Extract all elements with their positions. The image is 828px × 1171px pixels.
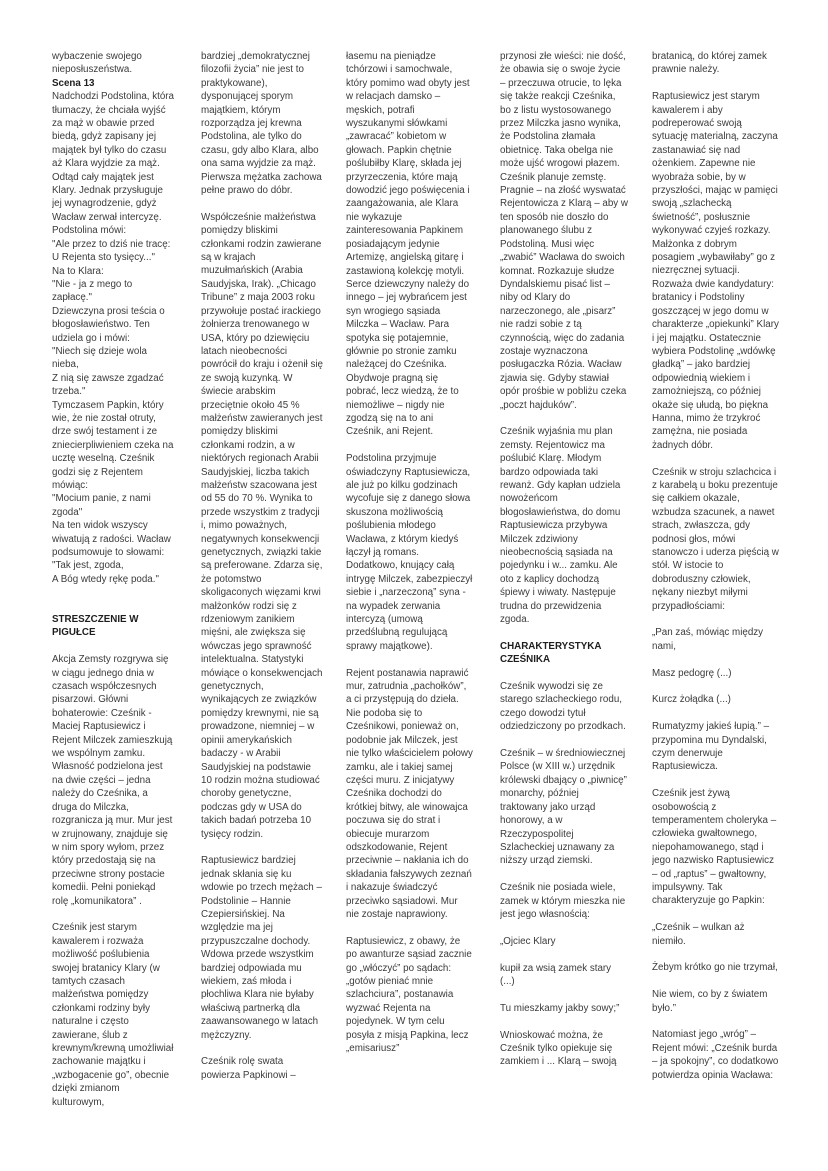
paragraph: Natomiast jego „wróg” – Rejent mówi: „Cześnik burda – ja spokojny”, co dodatkowo potwierdza opinia Wacława: <box>652 1029 779 1081</box>
paragraph: Wnioskować można, że Cześnik tylko opiekuje się zamkiem i ... Klarą – swoją <box>500 1029 617 1068</box>
paragraph: Na ten widok wszyscy wiwatują z radości. Wacław podsumowuje to słowami: <box>52 520 171 559</box>
quote: Rumatyzmy jakieś łupią.” – przypomina mu Dyndalski, czym denerwuje Raptusiewicza. <box>652 721 770 773</box>
quote: „Cześnik – wulkan aż niemiło. <box>652 922 745 947</box>
paragraph: Raptusiewicz bardziej jednak skłania się ku wdowie po trzech mężach – Podstolinie – Hannie Czepiersińskiej. Na względzie ma jej przypuszczalne dochody. Wdowa przede wszystkim bardziej odpowiada mu wiekiem, zaś młoda i płochliwa Klara nie byłaby właściwą partnerką dla zaawansowanego w latach mężczyzny. <box>201 855 322 1041</box>
paragraph: Nadchodzi Podstolina, która tłumaczy, że chciała wyjść za mąż w obawie przed biedą, gdyż zapisany jej majątek był tylko do czasu aż Klara wyjdzie za mąż. Odtąd cały majątek jest Klary. Jednak przysługuje jej wynagrodzenie, gdyż Wacław zerwał intercyzę. Podstolina mówi: <box>52 91 174 237</box>
quote: Masz pedogrę (...) <box>652 667 732 679</box>
paragraph: Rejent postanawia naprawić mur, zatrudnia „pachołków”, a ci przystępują do dzieła. Nie podoba się to Cześnikowi, ponieważ on, podobnie jak Milczek, jest nie tylko właścicielem połowy zamku, ale i takiej samej części muru. Z inicjatywy Cześnika dochodzi do krótkiej bitwy, ale winowajca poczuwa się do strat i obiecuje murarzom odszkodowanie, Rejent przeciwnie – nakłania ich do składania fałszywych zeznań i nakazuje świadczyć przeciwko sąsiadowi. Mur nie zostaje naprawiony. <box>346 667 473 920</box>
paragraph: Cześnik w stroju szlachcica i z karabelą u boku prezentuje się całkiem okazale, wzbudza szacunek, a nawet strach, zwłaszcza, gdy podnosi głos, mówi stanowczo i uderza pięścią w stół. W istocie to dobroduszny człowiek, nękany niezbyt miłymi przypadłościami: <box>652 466 779 612</box>
paragraph: Dziewczyna prosi teścia o błogosławieństwo. Ten udziela go i mówi: <box>52 305 165 344</box>
column-1 <box>52 50 174 1150</box>
column-2 <box>201 50 324 1150</box>
paragraph: bardziej „demokratycznej filozofii życia” nie jest to praktykowane), dysponującej sporym majątkiem, którym rozporządza jej krewna Podstolina, ale tylko do czasu, gdy albo Klara, albo ona sama wyjdzie za mąż. Pierwsza mężatka zachowa pełne prawo do dóbr. <box>201 51 322 197</box>
quote: „Ojciec Klary <box>500 935 556 947</box>
paragraph: Współcześnie małżeństwa pomiędzy bliskimi członkami rodzin zawierane są w krajach muzułmańskich (Arabia Saudyjska, Irak). „Chicago Tribune” z maja 2003 roku przywołuje postać irackiego żołnierza trenowanego w USA, który po dziewięciu latach nieobecności powrócił do kraju i ożenił się ze swoją kuzynką. W świecie arabskim przeciętnie około 45 % małżeństw zawieranych jest pomiędzy bliskimi członkami rodzin, a w niektórych regionach Arabii Saudyjskiej, liczba takich małżeństw szacowana jest od 55 do 70 %. Wynika to przede wszystkim z tradycji i, mimo poważnych, negatywnych konsekwencji genetycznych, związki takie są preferowane. Zdarza się, że potomstwo skoligaconych więzami krwi małżonków rodzi się z rdzeniowym zanikiem mięśni, ale zwiększa się wówczas jego sprawność intelektualna. Statystyki mówiące o konsekwencjach genetycznych, wynikających ze związków pomiędzy krewnymi, nie są prowadzone, niemniej – w opinii amerykańskich badaczy - w Arabii Saudyjskiej na podstawie 10 rodzin można studiować choroby genetyczne, podczas gdy w USA do takich badań potrzeba 10 tysięcy rodzin. <box>201 211 323 840</box>
paragraph: Cześnik rolę swata powierza Papkinowi – <box>201 1056 296 1081</box>
paragraph: Cześnik nie posiada wiele, zamek w którym mieszka nie jest jego własnością: <box>500 882 626 920</box>
paragraph: Tymczasem Papkin, który wie, że nie został otruty, drze swój testament i ze zniecierpliwieniem czeka na ucztę weselną. Cześnik godzi się z Rejentem mówiąc: <box>52 399 174 491</box>
paragraph: Cześnik wywodzi się ze starego szlacheckiego rodu, czego dowodzi tytuł odziedziczony po przodkach. <box>500 681 626 733</box>
column-3 <box>346 50 473 1150</box>
quote: "Tak jest, zgoda, <box>52 560 124 572</box>
quote: „Pan zaś, mówiąc między nami, <box>652 627 764 652</box>
quote: Tu mieszkamy jakby sowy;” <box>500 1002 620 1014</box>
paragraph: bratanicą, do której zamek prawnie należy. <box>652 51 767 76</box>
quote: Żebym krótko go nie trzymał, <box>652 962 778 974</box>
paragraph: przynosi złe wieści: nie dość, że obawia się o swoje życie – przeczuwa otrucie, to lęka się także reakcji Cześnika, bo z listu wystosowanego przez Milczka jasno wynika, że Podstolina złamała obietnicę. Taka obelga nie może ujść wrogowi płazem. Cześnik planuje zemstę. Pragnie – na złość wyswatać Rejentowicza z Klarą – aby w ten sposób nie doszło do planowanego ślubu z Podstoliną. Musi więc „zwabić” Wacława do swoich komnat. Rozkazuje słudze Dyndalskiemu pisać list – niby od Klary do narzeczonego, ale „pisarz” nie radzi sobie z tą czynnością, więc do zadania zostaje wyznaczona posługaczka Rózia. Wacław zjawia się. Gdyby stawiał opór prośbie w pobliżu czeka „poczt hajduków”. <box>500 51 628 411</box>
paragraph: Cześnik jest starym kawalerem i rozważa możliwość poślubienia swojej bratanicy Klary (w tamtych czasach małżeństwa pomiędzy członkami rodziny były naturalne i często zawierane, ślub z krewnym/krewną umożliwiał zachowanie majątku i „wzbogacenie go”, obecnie dzięki zmianom kulturowym, <box>52 922 174 1108</box>
quote: "Mocium panie, z nami zgoda" <box>52 493 151 518</box>
paragraph: łasemu na pieniądze tchórzowi i samochwale, który pomimo wad obyty jest w relacjach damsko – męskich, potrafi wyszukanymi słówkami „zawracać” kobietom w głowach. Papkin chętnie poślubiłby Klarę, składa jej przyrzeczenia, które mają dowodzić jego poświęcenia i zaangażowania, ale Klara nie wykazuje zainteresowania Papkinem posiadającym jedynie Artemizę, angielską gitarę i zastawioną kolekcję motyli. Serce dziewczyny należy do innego – jej wybrańcem jest syn wrogiego sąsiada Milczka – Wacław. Para spotyka się potajemnie, głównie po stronie zamku należącej do Cześnika. Obydwoje pragną się pobrać, lecz wiedzą, że to niemożliwe – nigdy nie zgodzą się na to ani Cześnik, ani Rejent. <box>346 51 470 438</box>
quote: kupił za wsią zamek stary (...) <box>500 962 612 987</box>
quote: "Nie - ja z mego to zapłacę." <box>52 278 133 304</box>
paragraph: Raptusiewicz jest starym kawalerem i aby podreperować swoją sytuację materialną, zaczyna zastanawiać się nad ożenkiem. Zapewne nie wyobraża sobie, by w przyszłości, mając w pamięci swoją „szlachecką świetność”, posłusznie wykonywać czyjeś rozkazy. Małżonka z dobrym posagiem „wybawiłaby” go z niezręcznej sytuacji. Rozważa dwie kandydatury: bratanicy i Podstoliny goszczącej w jego domu w charakterze „opiekunki” Klary i jej majątku. Ostatecznie wybiera Podstolinę „wdówkę gładką” – jako bardziej odpowiednią wiekiem i zamożniejszą, co później okaże się ułudą, bo piękna Hanna, mimo że trzykroć zamężna, nie posiada żadnych dóbr. <box>652 91 779 451</box>
paragraph: Raptusiewicz, z obawy, że po awanturze sąsiad zacznie go „włóczyć” po sądach: „gotów pieniać mnie szlachciura”, postanawia wyzwać Rejenta na pojedynek. W tym celu posyła z misją Papkina, lecz „emisariusz” <box>346 935 472 1055</box>
paragraph: Podstolina przyjmuje oświadczyny Raptusiewicza, ale już po kilku godzinach wycofuje się z danego słowa skuszona możliwością poślubienia młodego Wacława, z którym kiedyś łączył ją romans. Dodatkowo, knujący całą intrygę Milczek, zabezpieczył siebie i „narzeczoną” syna - na wypadek zerwania intercyzą (umową przedślubną regulującą sprawy majątkowe). <box>346 453 473 652</box>
paragraph: Na to Klara: <box>52 265 104 277</box>
paragraph: Cześnik – w średniowiecznej Polsce (w XIII w.) urzędnik królewski dbający o „piwnicę” monarchy, później traktowany jako urząd honorowy, a w Rzeczypospolitej Szlacheckiej uznawany za niższy urząd ziemski. <box>500 748 627 867</box>
section-heading: STRESZCZENIE W PIGUŁCE <box>52 614 139 639</box>
quote: Z nią się zawsze zgadzać trzeba." <box>52 372 164 398</box>
paragraph: wybaczenie swojego nieposłuszeństwa. <box>52 51 142 76</box>
quote: Kurcz żołądka (...) <box>652 694 731 706</box>
paragraph: Cześnik wyjaśnia mu plan zemsty. Rejentowicz ma poślubić Klarę. Młodym bardzo odpowiada taki rewanż. Gdy kapłan udziela nowożeńcom błogosławieństwa, do domu Raptusiewicza przybywa Milczek zdziwiony nieobecnością sąsiada na pojedynku i w... zamku. Ale oto z kaplicy dochodzą śpiewy i wiwaty. Następuje trudna do przewidzenia zgoda. <box>500 426 621 626</box>
paragraph: Cześnik jest żywą osobowością z temperamentem choleryka – człowieka gwałtownego, niepohamowanego, stąd i jego nazwisko Raptusiewicz – od „raptus” – gwałtowny, impulsywny. Tak charakteryzuje go Papkin: <box>652 788 777 907</box>
column-5 <box>652 50 780 1150</box>
quote: Nie wiem, co by z światem było.” <box>652 989 768 1014</box>
paragraph: Akcja Zemsty rozgrywa się w ciągu jednego dnia w czasach współczesnych pisarzowi. Główni bohaterowie: Cześnik - Maciej Raptusiewicz i Rejent Milczek zamieszkują we wspólnym zamku. Własność podzielona jest na dwie części – jedna należy do Cześnika, a druga do Milczka, rozgranicza ją mur. Mur jest w zrujnowany, znajduje się w nim spory wyłom, przez który przedostają się na przeciwne strony postacie komedii. Pełni poniekąd rolę „komunikatora” . <box>52 654 173 907</box>
column-4 <box>500 50 628 1150</box>
quote: "Ale przez to dziś nie tracę: U Rejenta sto tysięcy..." <box>52 238 171 264</box>
scene-heading: Scena 13 <box>52 77 95 89</box>
quote: A Bóg wtedy rękę poda." <box>52 573 159 585</box>
section-heading: CHARAKTERYSTYKA CZEŚNIKA <box>500 640 602 666</box>
quote: "Niech się dzieje wola nieba, <box>52 345 147 371</box>
